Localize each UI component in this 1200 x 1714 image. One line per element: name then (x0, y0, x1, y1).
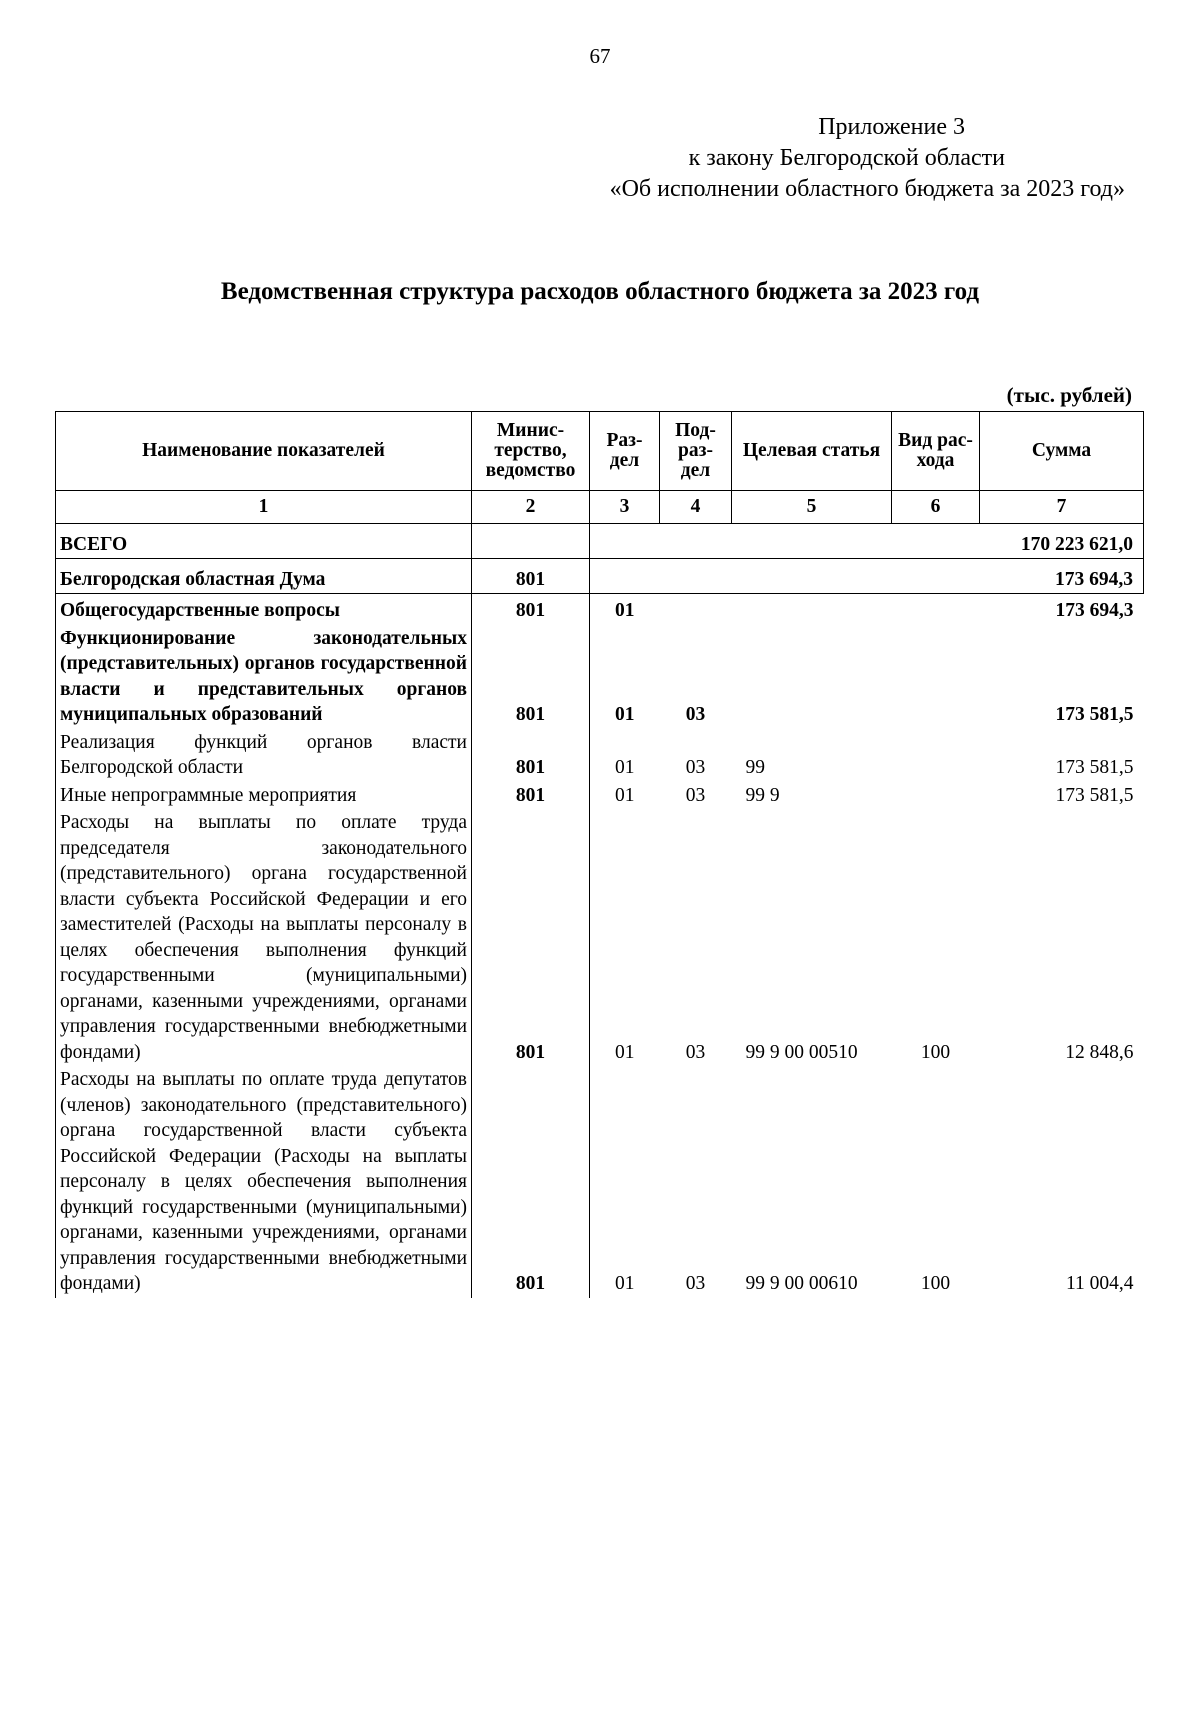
table-row (56, 559, 1144, 594)
budget-table (55, 411, 1144, 1298)
column-number: 6 (892, 491, 980, 524)
row-target: 99 9 (745, 784, 780, 806)
row-name: Реализация функций органов власти Белгородской области (56, 729, 472, 782)
column-number-row (56, 491, 1144, 524)
row-expense-type (892, 729, 980, 782)
row-name: ВСЕГО (56, 524, 472, 559)
row-target: 99 9 00 00610 (745, 1273, 858, 1294)
table-row (56, 625, 1144, 729)
row-subsection: 03 (685, 1041, 706, 1063)
row-ministry (472, 524, 590, 559)
row-expense-type: 100 (920, 1273, 951, 1294)
row-section: 01 (590, 782, 660, 810)
row-name: Общегосударственные вопросы (56, 594, 472, 625)
row-ministry: 801 (472, 625, 590, 729)
table-row (56, 782, 1144, 810)
row-sum: 173 581,5 (1055, 757, 1134, 778)
row-ministry: 801 (472, 594, 590, 625)
header-subsection: Под-раз-дел (660, 412, 732, 491)
row-subsection: 03 (685, 1273, 706, 1294)
header-sum: Сумма (980, 412, 1144, 491)
column-number: 7 (980, 491, 1144, 524)
row-ministry: 801 (472, 559, 590, 594)
table-row (56, 594, 1144, 625)
row-expense-type (892, 594, 980, 625)
units-label: (тыс. рублей) (1006, 383, 1132, 407)
row-section: 01 (590, 729, 660, 782)
table-row (56, 729, 1144, 782)
row-subsection (660, 594, 732, 625)
table-row-total (56, 524, 1144, 559)
row-target: 99 9 00 00510 (745, 1041, 858, 1063)
table-row (56, 809, 1144, 1066)
header-ministry: Минис-терство, ведомство (472, 412, 590, 491)
row-sum: 173 694,3 (1055, 600, 1134, 621)
column-number: 5 (732, 491, 892, 524)
document-title: Ведомственная структура расходов областного бюджета за 2023 год (220, 278, 980, 305)
header-expense-type: Вид рас-хода (892, 412, 980, 491)
header-row (56, 412, 1144, 491)
row-ministry: 801 (472, 809, 590, 1066)
row-name: Белгородская областная Дума (56, 559, 472, 594)
row-expense-type (892, 625, 980, 729)
row-ministry: 801 (472, 782, 590, 810)
header-name: Наименование показателей (56, 412, 472, 491)
column-number: 4 (660, 491, 732, 524)
header-target: Целевая статья (732, 412, 892, 491)
row-target (732, 625, 892, 729)
row-ministry: 801 (472, 1066, 590, 1298)
row-subsection: 03 (685, 784, 706, 806)
row-ministry: 801 (472, 729, 590, 782)
table-row (56, 1066, 1144, 1298)
row-name: Расходы на выплаты по оплате труда председателя законодательного (представительного) органа государственной власти субъекта Российской Федерации и его заместителей (Расходы на выплаты персоналу в целях обеспечения выполнения функций государственными (муниципальными) органами, казенными учреждениями, органами управления государственными внебюджетными фондами) (56, 809, 472, 1066)
row-sum: 11 004,4 (1065, 1273, 1134, 1294)
column-number: 1 (56, 491, 472, 524)
row-name: Расходы на выплаты по оплате труда депутатов (членов) законодательного (представительного) органа государственной власти субъекта Российской Федерации (Расходы на выплаты персоналу в целях обеспечения выполнения функций государственными (муниципальными) органами, казенными учреждениями, органами управления государственными внебюджетными фондами) (56, 1066, 472, 1298)
row-sum: 173 581,5 (1055, 704, 1134, 725)
appendix-line-2: к закону Белгородской области (688, 145, 1005, 171)
row-name: Иные непрограммные мероприятия (56, 782, 472, 810)
row-sum: 173 581,5 (1055, 784, 1134, 806)
header-section: Раз-дел (590, 412, 660, 491)
row-sum: 170 223 621,0 (590, 524, 1144, 559)
row-sum: 12 848,6 (1065, 1041, 1134, 1063)
row-section: 01 (590, 625, 660, 729)
column-number: 3 (590, 491, 660, 524)
row-target (732, 594, 892, 625)
page-number: 67 (589, 44, 611, 68)
row-section: 01 (590, 594, 660, 625)
row-expense-type: 100 (920, 1041, 951, 1063)
appendix-header (610, 112, 1125, 205)
row-name: Функционирование законодательных (представительных) органов государственной власти и представительных органов муниципальных образований (56, 625, 472, 729)
row-subsection: 03 (685, 757, 706, 778)
row-expense-type (892, 782, 980, 810)
row-section: 01 (590, 809, 660, 1066)
row-sum: 173 694,3 (590, 559, 1144, 594)
row-target: 99 (745, 757, 765, 778)
row-subsection: 03 (685, 704, 706, 725)
appendix-line-3: «Об исполнении областного бюджета за 2023 год» (609, 176, 1125, 202)
column-number: 2 (472, 491, 590, 524)
row-section: 01 (590, 1066, 660, 1298)
appendix-line-1: Приложение 3 (818, 114, 965, 140)
